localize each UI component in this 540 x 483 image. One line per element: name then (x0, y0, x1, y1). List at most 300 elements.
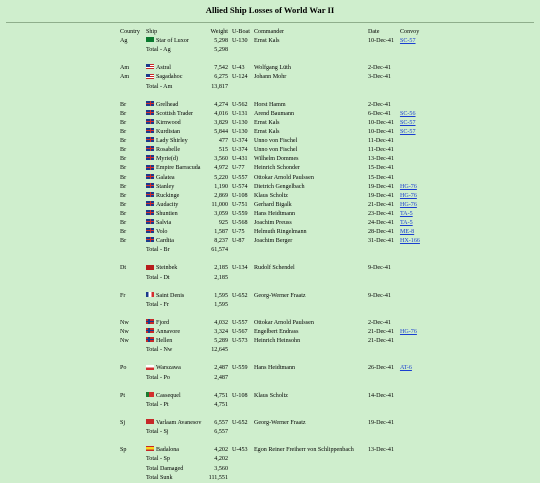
country-cell: Br (120, 219, 127, 226)
empty-cell (230, 83, 252, 92)
total-weight: 5,298 (214, 47, 228, 54)
flag-icon-br (146, 137, 154, 142)
total-label: Total - Am (146, 83, 173, 90)
table-row (118, 264, 428, 273)
commander-cell: Rudolf Schendel (253, 265, 295, 272)
convoy-cell (398, 64, 428, 73)
convoy-cell (398, 146, 428, 155)
empty-cell (230, 274, 252, 283)
weight-cell: 2,487 (214, 365, 228, 372)
ship-cell (144, 228, 204, 237)
date-cell: 19-Dec-41 (367, 183, 395, 190)
table-total-row (118, 301, 428, 310)
table-row (118, 319, 428, 328)
ship-cell (144, 183, 204, 192)
weight-cell: 3,324 (214, 329, 228, 336)
commander-cell: Wolfgang Lüth (253, 65, 291, 72)
table-total-row (118, 83, 428, 92)
ship-losses-table (118, 28, 428, 483)
date-cell: 19-Dec-41 (367, 192, 395, 199)
convoy-cell (398, 119, 428, 128)
convoy-link[interactable]: HG-76 (399, 201, 417, 208)
empty-cell (398, 374, 428, 383)
total-weight: 4,202 (214, 456, 228, 463)
flag-icon-fr (146, 292, 154, 297)
country-cell: Am (120, 65, 130, 72)
country-cell: Am (120, 74, 130, 81)
table-header-row (118, 28, 428, 37)
convoy-cell (398, 192, 428, 201)
ship-cell (144, 110, 204, 119)
commander-cell: Horst Hamm (253, 101, 286, 108)
flag-icon-dt (146, 265, 154, 270)
flag-icon-ag (146, 37, 154, 42)
empty-cell (230, 46, 252, 55)
convoy-link[interactable]: ME-8 (399, 229, 415, 236)
flag-icon-br (146, 219, 154, 224)
ship-name: Cardita (156, 238, 174, 245)
commander-cell: Ernst Kals (253, 119, 280, 126)
table-row (118, 219, 428, 228)
total-weight: 4,751 (214, 401, 228, 408)
ship-name: Astral (156, 65, 171, 72)
weight-cell: 11,000 (211, 201, 228, 208)
empty-cell (398, 428, 428, 437)
table-total-row (118, 246, 428, 255)
uboat-cell: U-453 (232, 447, 248, 454)
convoy-cell (398, 419, 428, 428)
flag-icon-br (146, 128, 154, 133)
ship-name: Empire Barracuda (156, 165, 201, 172)
empty-cell (366, 274, 398, 283)
total-country-cell (118, 301, 144, 310)
spacer-cell (118, 92, 428, 101)
table-row (118, 183, 428, 192)
ship-name: Galatea (156, 174, 175, 181)
total-country-cell (118, 401, 144, 410)
spacer-cell (118, 55, 428, 64)
convoy-cell (398, 155, 428, 164)
convoy-cell (398, 319, 428, 328)
uboat-cell: U-573 (232, 338, 248, 345)
weight-cell: 4,274 (214, 101, 228, 108)
header-ship: Ship (146, 29, 158, 35)
table-row (118, 328, 428, 337)
convoy-link[interactable]: HG-76 (399, 192, 417, 199)
table-row (118, 37, 428, 46)
country-cell: Sj (120, 420, 126, 427)
ship-cell (144, 392, 204, 401)
total-weight: 111,551 (208, 474, 228, 481)
ship-name: Scottish Trader (156, 110, 194, 117)
uboat-cell: U-652 (232, 420, 248, 427)
commander-cell: Klaus Scholtz (253, 192, 288, 199)
convoy-cell (398, 446, 428, 455)
ship-name: Warszawa (156, 365, 181, 372)
flag-icon-br (146, 201, 154, 206)
total-label: Total - Dt (146, 274, 170, 281)
total-weight: 13,817 (211, 83, 228, 90)
convoy-cell (398, 174, 428, 183)
weight-cell: 2,185 (214, 265, 228, 272)
country-cell: Br (120, 192, 127, 199)
commander-cell: Heinrich Heinsohn (253, 338, 301, 345)
commander-cell: Joachim Berger (253, 238, 293, 245)
weight-cell: 3,560 (214, 156, 228, 163)
commander-cell: Ottokar Arnold Paulssen (253, 174, 314, 181)
empty-cell (230, 401, 252, 410)
country-cell: Br (120, 147, 127, 154)
convoy-link[interactable]: TA-5 (399, 219, 413, 226)
convoy-cell (398, 392, 428, 401)
flag-icon-am (146, 64, 154, 69)
ship-cell (144, 292, 204, 301)
convoy-link[interactable]: HG-76 (399, 329, 417, 336)
commander-cell: Wilhelm Dommes (253, 156, 299, 163)
ship-name: Stanley (156, 183, 175, 190)
convoy-link[interactable]: SC-56 (399, 110, 416, 117)
table-row (118, 210, 428, 219)
empty-cell (366, 401, 398, 410)
total-label: Total - Fr (146, 301, 169, 308)
commander-cell: Ernst Kals (253, 129, 280, 136)
uboat-cell: U-43 (232, 65, 245, 72)
country-cell: Pt (120, 392, 126, 399)
ship-cell (144, 219, 204, 228)
date-cell: 9-Dec-41 (367, 265, 391, 272)
country-cell: Br (120, 156, 127, 163)
empty-cell (366, 83, 398, 92)
header-country: Country (120, 29, 140, 35)
empty-cell (366, 246, 398, 255)
uboat-cell: U-131 (232, 110, 248, 117)
country-cell: Br (120, 229, 127, 236)
commander-cell: Egon Reiner Freiherr von Schlippenbach (253, 447, 354, 454)
weight-cell: 477 (218, 138, 228, 145)
weight-cell: 1,587 (214, 229, 228, 236)
row-spacer (118, 55, 428, 64)
total-country-cell (118, 83, 144, 92)
uboat-cell: U-108 (232, 192, 248, 199)
total-weight: 12,645 (211, 347, 228, 354)
total-weight: 6,557 (214, 429, 228, 436)
date-cell: 3-Dec-41 (367, 74, 391, 81)
convoy-cell (398, 201, 428, 210)
spacer-cell (118, 283, 428, 292)
commander-cell: Georg-Werner Fraatz (253, 292, 306, 299)
flag-icon-po (146, 365, 154, 370)
ship-name: Ruckinge (156, 192, 180, 199)
convoy-link[interactable]: HX-166 (399, 238, 420, 245)
flag-icon-nw (146, 319, 154, 324)
total-country-cell (118, 46, 144, 55)
flag-icon-nw (146, 328, 154, 333)
country-cell: Sp (120, 447, 127, 454)
uboat-cell: U-374 (232, 147, 248, 154)
commander-cell: Gerhard Bigalk (253, 201, 292, 208)
empty-cell (366, 455, 398, 464)
row-spacer (118, 255, 428, 264)
ship-name: Shuntien (156, 210, 178, 217)
uboat-cell: U-87 (232, 238, 245, 245)
uboat-cell: U-374 (232, 138, 248, 145)
convoy-link[interactable]: TA-5 (399, 210, 413, 217)
date-cell: 28-Dec-41 (367, 229, 395, 236)
ship-name: Varlaam Avanesov (156, 420, 202, 427)
uboat-cell: U-559 (232, 210, 248, 217)
country-cell: Br (120, 119, 127, 126)
uboat-cell: U-130 (232, 38, 248, 45)
weight-cell: 925 (218, 219, 228, 226)
date-cell: 10-Dec-41 (367, 129, 395, 136)
commander-cell: Joachim Preuss (253, 219, 292, 226)
date-cell: 10-Dec-41 (367, 119, 395, 126)
commander-cell: Ottokar Arnold Paulssen (253, 320, 314, 326)
total-weight: 2,185 (214, 274, 228, 281)
convoy-link[interactable]: SC-57 (399, 38, 416, 45)
table-total-row (118, 274, 428, 283)
table-total-row (118, 428, 428, 437)
total-label: Total - Pt (146, 401, 169, 408)
country-cell: Br (120, 129, 127, 136)
flag-icon-sp (146, 446, 154, 451)
uboat-cell: U-108 (232, 392, 248, 399)
ship-cell (144, 364, 204, 373)
empty-cell (252, 301, 366, 310)
ship-name: Badalona (156, 447, 180, 454)
ship-name: Kurdistan (156, 129, 181, 136)
empty-cell (252, 46, 366, 55)
uboat-cell: U-124 (232, 74, 248, 81)
country-cell: Dt (120, 265, 127, 272)
row-spacer (118, 355, 428, 364)
commander-cell: Dietrich Gengelbach (253, 183, 305, 190)
spacer-cell (118, 255, 428, 264)
date-cell: 11-Dec-41 (367, 147, 394, 154)
uboat-cell: U-751 (232, 201, 248, 208)
weight-cell: 5,298 (214, 38, 228, 45)
table-row (118, 174, 428, 183)
ship-cell (144, 237, 204, 246)
ship-cell (144, 164, 204, 173)
ship-cell (144, 328, 204, 337)
weight-cell: 4,032 (214, 320, 228, 326)
commander-cell: Hans Heidtmann (253, 365, 296, 372)
date-cell: 23-Dec-41 (367, 210, 395, 217)
table-row (118, 364, 428, 373)
uboat-cell: U-130 (232, 119, 248, 126)
weight-cell: 4,202 (214, 447, 228, 454)
total-country-cell (118, 428, 144, 437)
country-cell: Br (120, 174, 127, 181)
empty-cell (398, 46, 428, 55)
weight-cell: 4,972 (214, 165, 228, 172)
table-row (118, 101, 428, 110)
country-cell: Nw (120, 320, 129, 326)
commander-cell: Arend Baumann (253, 110, 295, 117)
uboat-cell: U-557 (232, 320, 248, 326)
empty-cell (398, 465, 428, 474)
table-total-row (118, 474, 428, 483)
total-country-cell (118, 274, 144, 283)
total-label: Total Sunk (146, 474, 173, 481)
date-cell: 14-Dec-41 (367, 392, 395, 399)
total-weight: 3,560 (214, 465, 228, 472)
table-row (118, 228, 428, 237)
convoy-link[interactable]: SC-57 (399, 129, 416, 136)
ship-name: Sagadahoc (156, 74, 183, 81)
table-row (118, 201, 428, 210)
uboat-cell: U-574 (232, 183, 248, 190)
spacer-cell (118, 355, 428, 364)
table-row (118, 237, 428, 246)
date-cell: 21-Dec-41 (367, 329, 395, 336)
table-total-row (118, 465, 428, 474)
country-cell: Br (120, 165, 127, 172)
spacer-cell (118, 410, 428, 419)
weight-cell: 6,275 (214, 74, 228, 81)
convoy-cell (398, 110, 428, 119)
date-cell: 2-Dec-41 (367, 101, 391, 108)
empty-cell (366, 374, 398, 383)
empty-cell (252, 401, 366, 410)
empty-cell (366, 465, 398, 474)
table-row (118, 146, 428, 155)
flag-icon-br (146, 119, 154, 124)
total-country-cell (118, 374, 144, 383)
convoy-cell (398, 101, 428, 110)
row-spacer (118, 383, 428, 392)
table-total-row (118, 46, 428, 55)
date-cell: 21-Dec-41 (367, 338, 395, 345)
header-date: Date (367, 29, 380, 35)
table-row (118, 64, 428, 73)
convoy-cell (398, 164, 428, 173)
table-row (118, 155, 428, 164)
flag-icon-sj (146, 419, 154, 424)
convoy-cell (398, 210, 428, 219)
weight-cell: 6,557 (214, 420, 228, 427)
ship-name: Annavore (156, 329, 181, 336)
convoy-link[interactable]: HG-76 (399, 183, 417, 190)
country-cell: Fr (120, 292, 126, 299)
total-label: Total - Ag (146, 47, 171, 54)
flag-icon-br (146, 155, 154, 160)
flag-icon-br (146, 174, 154, 179)
date-cell: 15-Dec-41 (367, 165, 395, 172)
date-cell: 19-Dec-41 (367, 420, 395, 427)
flag-icon-br (146, 101, 154, 106)
convoy-cell (398, 292, 428, 301)
ship-name: Fjord (156, 320, 170, 326)
total-country-cell (118, 455, 144, 464)
convoy-cell (398, 137, 428, 146)
table-row (118, 392, 428, 401)
flag-icon-br (146, 165, 154, 170)
convoy-cell (398, 337, 428, 346)
ship-name: Star of Luxor (156, 38, 189, 45)
empty-cell (252, 346, 366, 355)
uboat-cell: U-568 (232, 219, 248, 226)
convoy-cell (398, 183, 428, 192)
table-row (118, 73, 428, 82)
ship-cell (144, 210, 204, 219)
date-cell: 9-Dec-41 (367, 292, 391, 299)
convoy-link[interactable]: AT-6 (399, 365, 412, 372)
country-cell: Br (120, 238, 127, 245)
table-total-row (118, 455, 428, 464)
country-cell: Br (120, 110, 127, 117)
ship-cell (144, 101, 204, 110)
table-row (118, 292, 428, 301)
header-convoy: Convoy (399, 29, 420, 35)
date-cell: 6-Dec-41 (367, 110, 391, 117)
empty-cell (252, 246, 366, 255)
empty-cell (252, 83, 366, 92)
country-cell: Po (120, 365, 127, 372)
weight-cell: 1,595 (214, 292, 228, 299)
convoy-cell (398, 328, 428, 337)
empty-cell (230, 455, 252, 464)
uboat-cell: U-75 (232, 229, 245, 236)
row-spacer (118, 437, 428, 446)
table-row (118, 446, 428, 455)
commander-cell: Ernst Kals (253, 38, 280, 45)
row-spacer (118, 92, 428, 101)
weight-cell: 5,289 (214, 338, 228, 345)
table-row (118, 137, 428, 146)
empty-cell (230, 301, 252, 310)
table-total-row (118, 346, 428, 355)
ship-name: Audacity (156, 201, 179, 208)
flag-icon-br (146, 228, 154, 233)
ship-cell (144, 128, 204, 137)
empty-cell (230, 465, 252, 474)
ship-cell (144, 419, 204, 428)
flag-icon-br (146, 192, 154, 197)
total-weight: 2,487 (214, 374, 228, 381)
empty-cell (366, 428, 398, 437)
date-cell: 13-Dec-41 (367, 447, 395, 454)
uboat-cell: U-77 (232, 165, 245, 172)
empty-cell (252, 474, 366, 483)
uboat-cell: U-652 (232, 292, 248, 299)
total-label: Total - Nw (146, 347, 173, 354)
weight-cell: 5,844 (214, 129, 228, 136)
table-row (118, 164, 428, 173)
convoy-cell (398, 73, 428, 82)
total-label: Total - Br (146, 247, 170, 254)
table-row (118, 192, 428, 201)
empty-cell (398, 474, 428, 483)
total-label: Total - Sj (146, 429, 169, 436)
weight-cell: 4,016 (214, 110, 228, 117)
total-country-cell (118, 246, 144, 255)
table-total-row (118, 401, 428, 410)
ship-name: Rosabelle (156, 147, 181, 154)
ship-name: Myrie(d) (156, 156, 178, 163)
table-row (118, 110, 428, 119)
row-spacer (118, 283, 428, 292)
empty-cell (398, 301, 428, 310)
title-divider (6, 22, 534, 23)
row-spacer (118, 310, 428, 319)
country-cell: Ag (120, 38, 128, 45)
total-label: Total - Po (146, 374, 170, 381)
convoy-link[interactable]: SC-57 (399, 119, 416, 126)
flag-icon-br (146, 237, 154, 242)
weight-cell: 4,751 (214, 392, 228, 399)
